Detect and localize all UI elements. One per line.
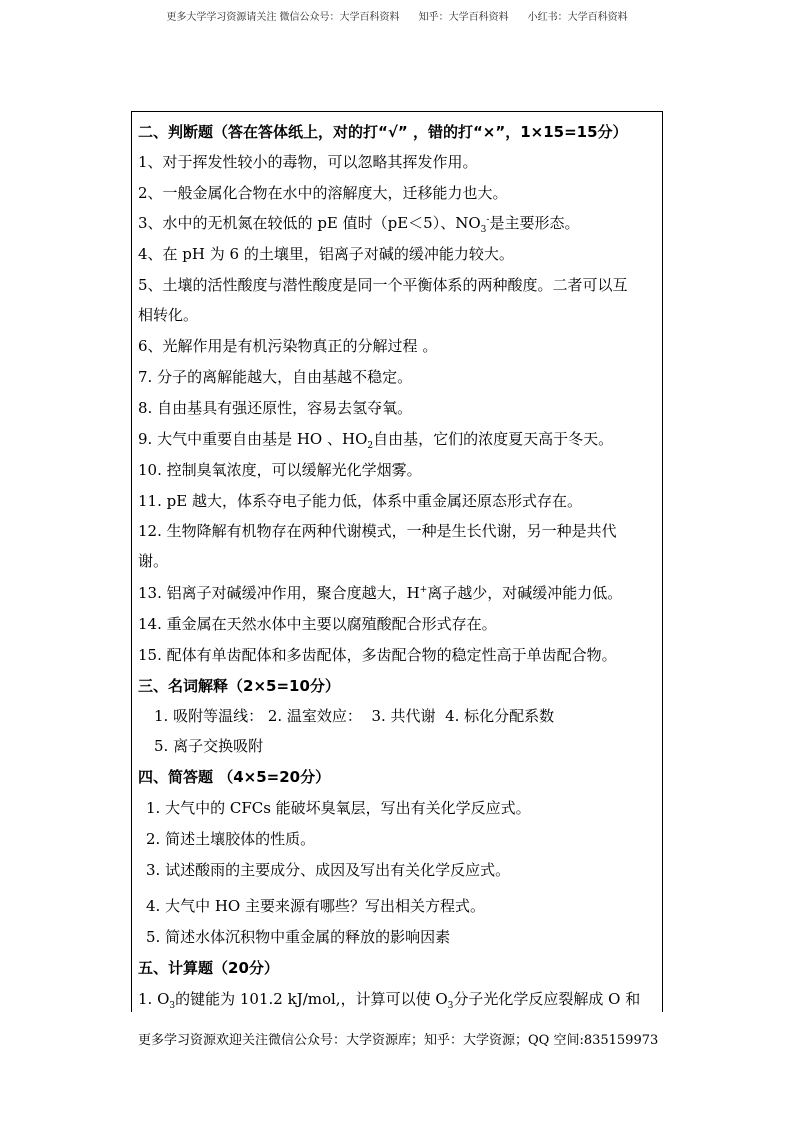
judge-item-3-sup: - bbox=[486, 215, 490, 225]
calc-q1-c: 分子光化学反应裂解成 O 和 bbox=[453, 990, 641, 1008]
judge-item-9-text: 9. 大气中重要自由基是 HO 、HO bbox=[138, 430, 368, 448]
section5-title: 五、计算题（20分） bbox=[138, 959, 279, 977]
calc-q1-a: 1. O bbox=[138, 990, 170, 1008]
judge-item-1: 1、对于挥发性较小的毒物，可以忽略其挥发作用。 bbox=[138, 153, 478, 171]
short-answer-5: 5. 简述水体沉积物中重金属的释放的影响因素 bbox=[146, 928, 451, 946]
judge-item-3-sub: 3 bbox=[480, 225, 487, 235]
calc-q1-b: 的键能为 101.2 kJ/mol,，计算可以使 O bbox=[175, 990, 448, 1008]
judge-item-4: 4、在 pH 为 6 的土壤里，铝离子对碱的缓冲能力较大。 bbox=[138, 245, 514, 263]
judge-item-12-cont: 谢。 bbox=[138, 552, 169, 570]
judge-item-12: 12. 生物降解有机物存在两种代谢模式，一种是生长代谢，另一种是共代 bbox=[138, 522, 617, 540]
judge-item-3-tail: 是主要形态。 bbox=[489, 214, 580, 232]
judge-item-13-sup: + bbox=[419, 585, 428, 595]
judge-item-8: 8. 自由基具有强还原性，容易去氢夺氧。 bbox=[138, 399, 413, 417]
calc-question-1 bbox=[138, 990, 641, 1011]
section3-title: 三、名词解释（2×5=10分） bbox=[138, 677, 340, 695]
judge-item-10: 10. 控制臭氧浓度，可以缓解光化学烟雾。 bbox=[138, 461, 422, 479]
judge-item-14: 14. 重金属在天然水体中主要以腐殖酸配合形式存在。 bbox=[138, 615, 497, 633]
page-header: 更多大学学习资源请关注 微信公众号：大学百科资料 知乎：大学百科资料 小红书：大学百科资料 bbox=[166, 12, 628, 23]
judge-item-9 bbox=[138, 430, 614, 451]
judge-item-5: 5、土壤的活性酸度与潜性酸度是同一个平衡体系的两种酸度。二者可以互 bbox=[138, 276, 628, 294]
section2-title: 二、判断题（答在答体纸上，对的打“√” ，错的打“×”，1×15=15分） bbox=[138, 123, 628, 141]
judge-item-2: 2、一般金属化合物在水中的溶解度大，迁移能力也大。 bbox=[138, 184, 508, 202]
short-answer-1: 1. 大气中的 CFCs 能破坏臭氧层，写出有关化学反应式。 bbox=[146, 799, 531, 817]
short-answer-2: 2. 简述土壤胶体的性质。 bbox=[146, 830, 316, 848]
judge-item-11: 11. pE 越大，体系夺电子能力低，体系中重金属还原态形式存在。 bbox=[138, 492, 582, 510]
judge-item-6: 6、光解作用是有机污染物真正的分解过程 。 bbox=[138, 337, 438, 355]
judge-item-15: 15. 配体有单齿配体和多齿配体，多齿配合物的稳定性高于单齿配合物。 bbox=[138, 646, 617, 664]
judge-item-13-text: 13. 铝离子对碱缓冲作用，聚合度越大，H bbox=[138, 584, 420, 602]
section4-title: 四、简答题 （4×5=20分） bbox=[138, 768, 331, 786]
judge-item-3-text: 3、水中的无机氮在较低的 pE 值时（pE＜5）、NO bbox=[138, 214, 481, 232]
calc-q1-sub2: 3 bbox=[447, 1001, 454, 1011]
page-footer: 更多学习资源欢迎关注微信公众号：大学资源库；知乎：大学资源；QQ 空间:835159973 bbox=[138, 1033, 659, 1048]
short-answer-4: 4. 大气中 HO 主要来源有哪些？写出相关方程式。 bbox=[146, 897, 485, 915]
terms-line-2: 5. 离子交换吸附 bbox=[154, 737, 264, 755]
judge-item-9-tail: 自由基，它们的浓度夏天高于冬天。 bbox=[373, 430, 614, 448]
judge-item-13-tail: 离子越少，对碱缓冲能力低。 bbox=[427, 584, 623, 602]
calc-q1-sub1: 3 bbox=[169, 1001, 176, 1011]
short-answer-3: 3. 试述酸雨的主要成分、成因及写出有关化学反应式。 bbox=[146, 861, 511, 879]
judge-item-3 bbox=[138, 214, 580, 235]
judge-item-9-sub: 2 bbox=[367, 441, 374, 451]
judge-item-5-cont: 相转化。 bbox=[138, 306, 199, 324]
judge-item-13 bbox=[138, 584, 622, 602]
judge-item-7: 7. 分子的离解能越大，自由基越不稳定。 bbox=[138, 368, 413, 386]
terms-line-1: 1. 吸附等温线： 2. 温室效应： 3. 共代谢 4. 标化分配系数 bbox=[154, 707, 555, 725]
